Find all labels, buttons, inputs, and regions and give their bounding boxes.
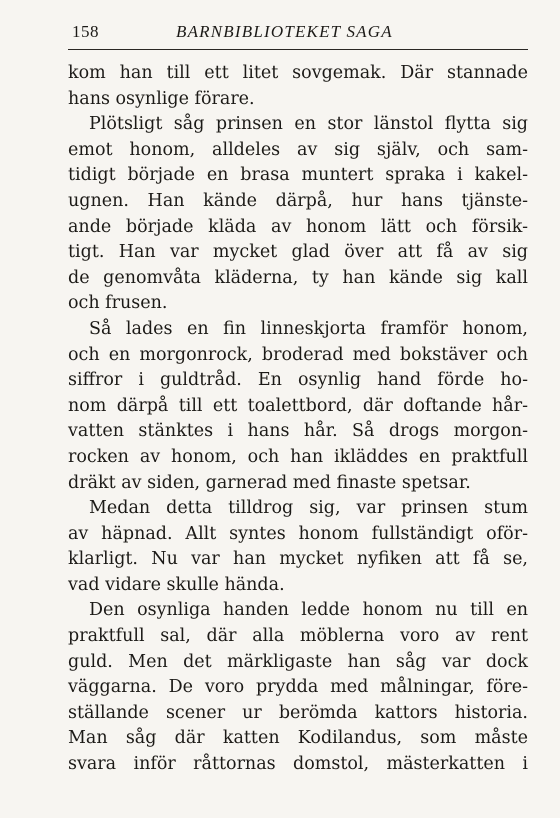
running-title: BARNBIBLIOTEKET SAGA (176, 22, 393, 41)
text-line: dräkt av siden, garnerad med finaste spetsar. (68, 472, 471, 493)
text-line: svara inför råttornas domstol, mästerkatten i (68, 754, 528, 775)
text-line: siffror i guldtråd. En osynlig hand förde ho- (68, 370, 528, 391)
page-number: 158 (72, 22, 99, 41)
text-line: tidigt började en brasa muntert spraka i kakel- (68, 165, 528, 186)
text-line: praktfull sal, där alla möblerna voro av rent (68, 626, 528, 647)
text-line: och en morgonrock, broderad med bokstäver och (68, 344, 528, 365)
text-line: hans osynlige förare. (68, 88, 255, 109)
text-line: ande började kläda av honom lätt och försik- (68, 216, 528, 237)
page-header (68, 22, 530, 48)
text-line: Den osynliga handen ledde honom nu till en (89, 600, 528, 621)
text-line: och frusen. (68, 293, 168, 314)
text-line: Man såg där katten Kodilandus, som måste (68, 728, 528, 749)
text-line: guld. Men det märkligaste han såg var dock (68, 651, 528, 672)
header-rule (68, 49, 528, 50)
text-line: rocken av honom, och han ikläddes en praktfull (68, 446, 528, 467)
text-line: av häpnad. Allt syntes honom fullständigt oför- (68, 523, 528, 544)
body-text (68, 61, 528, 778)
text-line: vad vidare skulle hända. (68, 574, 285, 595)
text-line: Medan detta tilldrog sig, var prinsen stum (89, 498, 528, 519)
text-line: de genomvåta kläderna, ty han kände sig kall (68, 267, 528, 288)
text-line: kom han till ett litet sovgemak. Där stannade (68, 63, 528, 83)
text-line: väggarna. De voro prydda med målningar, före- (68, 677, 528, 698)
text-line: emot honom, alldeles av sig själv, och sam- (68, 139, 528, 160)
text-line: Plötsligt såg prinsen en stor länstol flytta sig (89, 114, 528, 135)
text-line: Så lades en fin linneskjorta framför honom, (89, 318, 528, 339)
text-line: ställande scener ur berömda kattors historia. (68, 702, 528, 723)
text-line: tigt. Han var mycket glad över att få av sig (68, 242, 528, 263)
text-line: klarligt. Nu var han mycket nyfiken att få se, (68, 549, 528, 570)
text-line: nom därpå till ett toalettbord, där doftande hår- (68, 395, 528, 416)
text-line: ugnen. Han kände därpå, hur hans tjänste- (68, 190, 528, 211)
text-line: vatten stänktes i hans hår. Så drogs morgon- (68, 421, 528, 442)
